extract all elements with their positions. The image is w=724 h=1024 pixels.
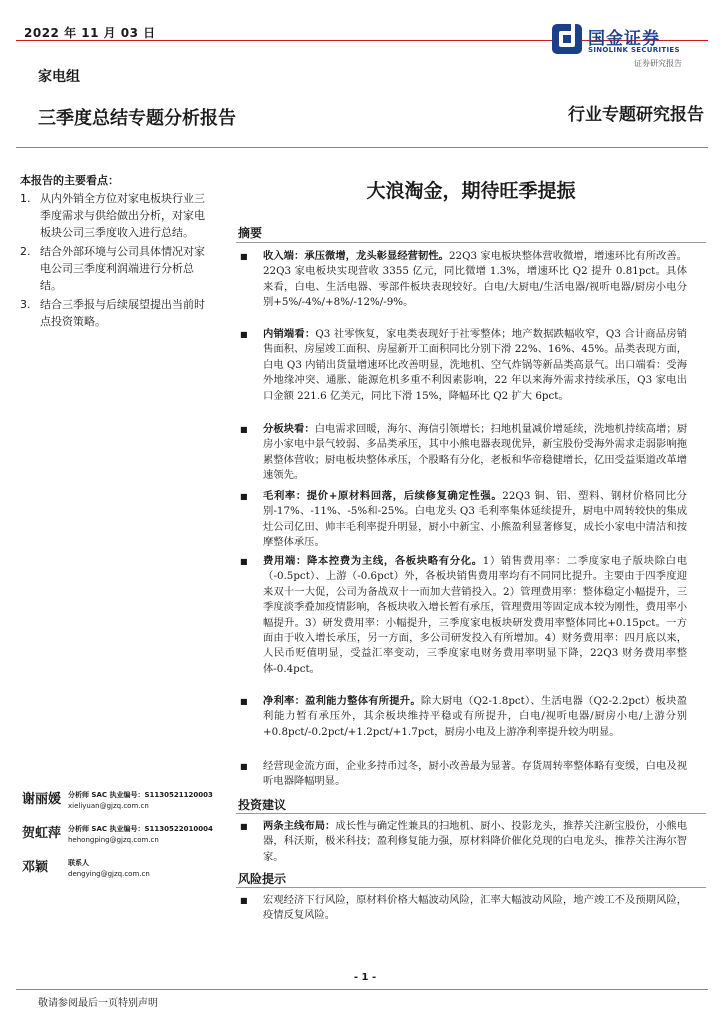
summary-paragraph-segments xyxy=(240,422,687,484)
square-bullet-icon: ■ xyxy=(240,492,248,501)
paragraph-lead: 内销端看： xyxy=(263,328,316,340)
paragraph-text: 22Q3 铜、铝、塑料、钢材价格同比分别-17%、-11%、-5%和-25%。白电龙头 Q3 毛利率集体延续提升，厨电中周转较快的集成灶公司亿田、帅丰毛利率提升明显，厨小中新宝、小熊盈利显著修复，成长小家电中清洁和按摩整体承压。 xyxy=(263,490,687,549)
header-divider xyxy=(16,147,708,148)
paragraph-lead: 收入端：承压微增，龙头彰显经营韧性。 xyxy=(263,250,449,262)
logo-chinese-name: 国金证券 xyxy=(588,29,660,49)
square-bullet-icon: ■ xyxy=(240,425,248,434)
paragraph-text: 成长性与确定性兼具的扫地机、厨小、投影龙头，推荐关注新宝股份，小熊电器，科沃斯，极米科技；盈利修复能力强，原材料降价催化兑现的白电龙头，推荐关注海尔智家。 xyxy=(263,820,688,863)
paragraph-text: 除大厨电（Q2-1.8pct）、生活电器（Q2-2.2pct）板块盈利能力暂有承压外，其余板块维持平稳或有所提升，白电/视听电器/厨房小电/上游分别+0.8pct/-0.2pct/+1.2pct/+1.7pct，厨房小电及上游净利率提升较为明显。 xyxy=(263,695,687,738)
paragraph-text: 1）销售费用率：二季度家电子版块除白电（-0.5pct）、上游（-0.6pct）外，各板块销售费用率均有不同同比提升。主要由于四季度迎来双十一大促，公司为备战双十一而加大营销投入。2）管理费用率：整体稳定小幅提升，三季度淡季叠加疫情影响，各板块收入增长暂有承压，管理费用等固定成本较为刚性，费用率小幅提升。3）研发费用率：小幅提升，三季度家电板块研发费用率整体同比+0.15pct。一方面由于收入增长承压，另一方面，多公司研发投入有所增加。4）财务费用率：四月底以来，人民币贬值明显，受益汇率变动，三季度家电财务费用率明显下降，22Q3 财务费用率整体-0.4pct。 xyxy=(263,555,687,675)
author-name: 邓颖 xyxy=(22,860,49,875)
risks-paragraph xyxy=(240,893,687,924)
summary-divider xyxy=(236,242,706,243)
highlight-text: 从内外销全方位对家电板块行业三季度需求与供给做出分析，对家电板块公司三季度收入进行总结。 xyxy=(40,192,205,239)
footer-divider xyxy=(16,989,708,990)
summary-heading: 摘要 xyxy=(238,226,263,240)
paragraph-text: 宏观经济下行风险，原材料价格大幅波动风险，汇率大幅波动风险，地产竣工不及预期风险，疫情反复风险。 xyxy=(263,894,687,922)
square-bullet-icon: ■ xyxy=(240,896,248,905)
paragraph-text: 白电需求回暖，海尔、海信引领增长；扫地机量减价增延续，洗地机持续高增；厨房小家电中景气较弱、多品类承压，其中小熊电器表现优异，新宝股份受海外需求走弱影响拖累整体营收；厨电板块整体承压，个股略有分化，老板和华帝稳健增长，亿田受益渠道改革增速领先。 xyxy=(263,423,688,482)
summary-paragraph-cashflow xyxy=(240,759,687,790)
summary-paragraph-gross-margin xyxy=(240,489,687,551)
main-title: 大浪淘金，期待旺季提振 xyxy=(366,180,576,202)
paragraph-text: Q3 社零恢复，家电类表现好于社零整体；地产数据跌幅收窄，Q3 合计商品房销售面积、房屋竣工面积、房屋新开工面积同比分别下滑 22%、16%、45%。品类表现方面，白电 Q3 内销出货量增速环比改善明显，洗地机、空气炸锅等新品类高景气。出口端看：受海外地缘冲突、通胀、能源危机多重不利因素影响，22 年以来海外需求持续承压，Q3 家电出口金额 221.6 亿美元，同比下滑 15%，降幅环比 Q2 扩大 6pct。 xyxy=(263,328,688,402)
logo-english-name: SINOLINK SECURITIES xyxy=(588,46,680,54)
highlight-number: 1. xyxy=(20,192,31,205)
report-date: 2022 年 11 月 03 日 xyxy=(24,26,156,40)
author-name: 谢丽媛 xyxy=(22,792,62,807)
risks-heading: 风险提示 xyxy=(238,872,287,886)
highlight-item xyxy=(20,190,212,241)
square-bullet-icon: ■ xyxy=(240,557,248,566)
author-entry xyxy=(20,822,230,856)
footer-disclaimer: 敬请参阅最后一页特别声明 xyxy=(38,998,158,1009)
author-email[interactable]: hehongping@gjzq.com.cn xyxy=(68,836,159,844)
author-email[interactable]: dengying@gjzq.com.cn xyxy=(68,870,150,878)
square-bullet-icon: ■ xyxy=(240,822,248,831)
highlight-text: 结合外部环境与公司具体情况对家电公司三季度利润端进行分析总结。 xyxy=(40,245,205,292)
risks-divider xyxy=(236,887,706,888)
author-list xyxy=(20,788,230,890)
paragraph-lead: 分板块看： xyxy=(263,423,315,435)
paragraph-lead: 净利率：盈利能力整体有所提升。 xyxy=(263,695,421,707)
highlights-panel xyxy=(20,172,212,332)
report-type: 行业专题研究报告 xyxy=(568,105,704,125)
paragraph-lead: 毛利率：提价+原材料回落，后续修复确定性强。 xyxy=(263,490,503,502)
sinolink-logo-icon xyxy=(552,24,582,54)
investment-paragraph xyxy=(240,819,687,865)
author-entry xyxy=(20,856,230,890)
sector-label: 家电组 xyxy=(38,69,80,85)
square-bullet-icon: ■ xyxy=(240,252,248,261)
author-role: 分析师 SAC 执业编号：S1130522010004 xyxy=(68,825,213,833)
author-role: 分析师 SAC 执业编号：S1130521120003 xyxy=(68,791,213,799)
paragraph-lead: 两条主线布局： xyxy=(263,820,336,832)
investment-heading: 投资建议 xyxy=(238,798,287,812)
summary-paragraph-expenses xyxy=(240,554,687,677)
highlight-item xyxy=(20,243,212,294)
summary-paragraph-domestic xyxy=(240,327,687,404)
highlight-number: 3. xyxy=(20,298,31,311)
highlight-item xyxy=(20,296,212,330)
paragraph-lead: 费用端：降本控费为主线，各板块略有分化。 xyxy=(263,555,483,567)
highlights-title: 本报告的主要看点： xyxy=(20,174,119,187)
highlight-text: 结合三季报与后续展望提出当前时点投资策略。 xyxy=(40,298,205,328)
paragraph-text: 22Q3 家电板块整体营收微增，增速环比有所改善。22Q3 家电板块实现营收 3355 亿元，同比微增 1.3%，增速环比 Q2 提升 0.81pct。具体来看，白电、生活电器、零部件板块表现较好。白电/大厨电/生活电器/视听电器/厨房小电分别+5%/-4%/+8%/-12%/-9%。 xyxy=(263,250,687,309)
summary-paragraph-revenue xyxy=(240,249,687,311)
square-bullet-icon: ■ xyxy=(240,762,248,771)
page-number: - 1 - xyxy=(353,972,377,983)
investment-divider xyxy=(236,813,706,814)
square-bullet-icon: ■ xyxy=(240,697,248,706)
report-category-label: 证券研究报告 xyxy=(634,59,682,68)
report-title: 三季度总结专题分析报告 xyxy=(38,108,236,129)
author-role: 联系人 xyxy=(68,859,89,867)
highlight-number: 2. xyxy=(20,245,31,258)
paragraph-text: 经营现金流方面，企业多持币过冬，厨小改善最为显著。存货周转率整体略有变缓，白电及视听电器降幅明显。 xyxy=(263,760,687,788)
square-bullet-icon: ■ xyxy=(240,330,248,339)
author-name: 贺虹萍 xyxy=(22,826,62,841)
author-entry xyxy=(20,788,230,822)
summary-paragraph-net-margin xyxy=(240,694,687,740)
author-email[interactable]: xieliyuan@gjzq.com.cn xyxy=(68,802,149,810)
